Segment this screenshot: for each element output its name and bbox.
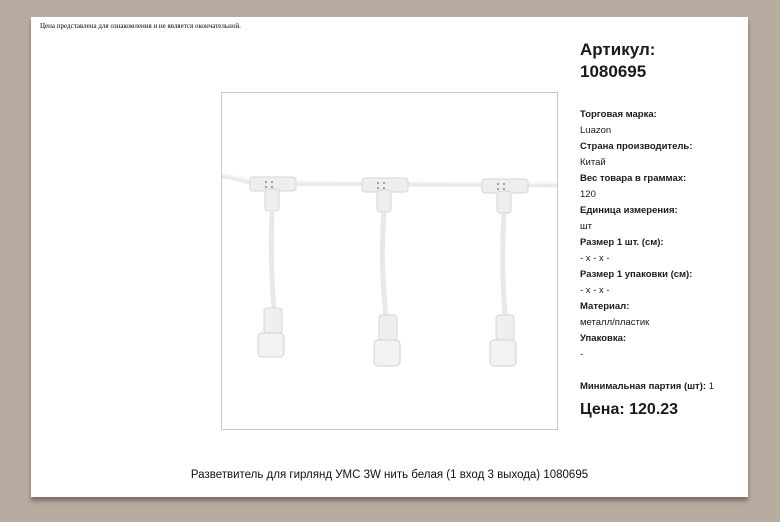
spec-value-item-size: - x - x - — [580, 253, 610, 264]
spec-label-package-size: Размер 1 упаковки (см): — [580, 269, 693, 280]
spec-value-unit: шт — [580, 221, 592, 232]
article-label: Артикул: — [580, 40, 656, 59]
splitter-connector-2 — [362, 178, 408, 366]
spec-label-unit: Единица измерения: — [580, 205, 678, 216]
spec-value-weight: 120 — [580, 189, 596, 200]
product-image — [222, 93, 557, 429]
spec-value-package-size: - x - x - — [580, 285, 610, 296]
spec-label-packaging: Упаковка: — [580, 333, 627, 344]
min-order — [580, 379, 745, 395]
spec-value-brand: Luazon — [580, 125, 612, 136]
spec-value-country: Китай — [580, 157, 606, 168]
spec-label-brand: Торговая марка: — [580, 109, 657, 120]
spec-label-item-size: Размер 1 шт. (см): — [580, 237, 664, 248]
splitter-connector-1 — [250, 177, 296, 357]
spec-value-material: металл/пластик — [580, 317, 650, 328]
spec-label-country: Страна производитель: — [580, 141, 693, 152]
product-title: Разветвитель для гирлянд УМС 3W нить белая (1 вход 3 выхода) 1080695 — [190, 469, 589, 481]
article-number: 1080695 — [580, 62, 647, 81]
spec-label-weight: Вес товара в граммах: — [580, 173, 687, 184]
spec-value-packaging: - — [580, 349, 584, 360]
price-disclaimer: Цена представлена для ознакомления и не является окончательной. — [40, 22, 241, 30]
product-photo — [221, 92, 558, 430]
min-order-label: Минимальная партия (шт): — [580, 381, 707, 392]
product-sheet — [31, 17, 748, 497]
price: Цена: 120.23 — [580, 401, 679, 418]
splitter-connector-3 — [482, 179, 528, 366]
spec-list — [580, 107, 745, 363]
spec-label-material: Материал: — [580, 301, 630, 312]
product-info-panel — [580, 39, 745, 421]
min-order-value: 1 — [708, 381, 714, 392]
